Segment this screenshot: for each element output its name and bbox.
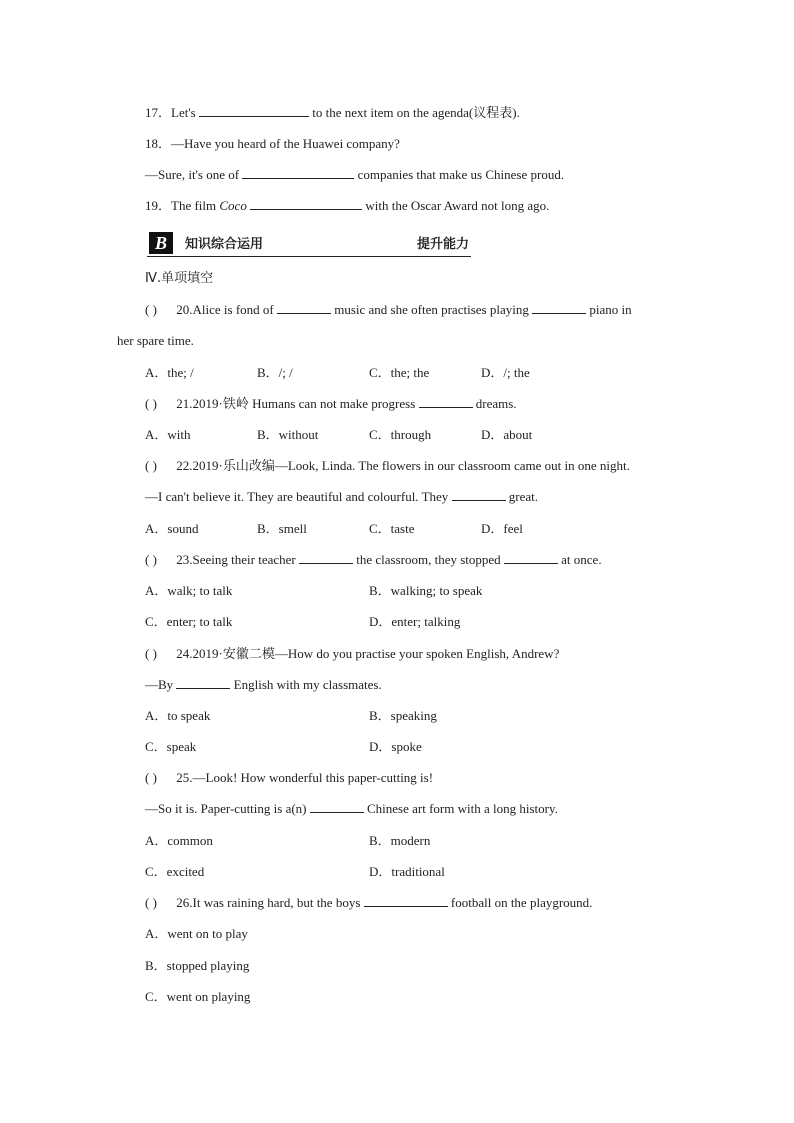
option-a: A．the; /	[145, 365, 194, 380]
option-c: C．taste	[369, 521, 415, 536]
answer-blank	[242, 166, 354, 179]
question-25-answer-line: —So it is. Paper-cutting is a(n) Chinese art form with a long history.	[145, 801, 558, 816]
question-24-answer-line: —By English with my classmates.	[145, 677, 382, 692]
section-title: Ⅳ.单项填空	[145, 271, 214, 286]
option-d: D．about	[481, 427, 533, 442]
answer-blank	[199, 104, 309, 117]
question-21: ( ) 21.2019·铁岭 Humans can not make progress dreams.	[145, 396, 517, 411]
question-22-answer-line: —I can't believe it. They are beautiful and colourful. They great.	[145, 489, 539, 504]
option-c: C．through	[369, 427, 432, 442]
answer-blank	[299, 551, 353, 564]
option-b: B．smell	[257, 521, 307, 536]
answer-blank	[452, 488, 506, 501]
question-25: ( ) 25.—Look! How wonderful this paper-cutting is!	[145, 770, 434, 785]
option-d: D．enter; talking	[369, 614, 461, 629]
banner-subtitle: 提升能力	[417, 237, 470, 252]
section-badge: B	[149, 232, 173, 254]
answer-blank	[310, 800, 364, 813]
option-d: D．spoke	[369, 739, 422, 754]
option-a: A．to speak	[145, 708, 211, 723]
option-a: A．walk; to talk	[145, 583, 233, 598]
question-18: 18．—Have you heard of the Huawei company?	[145, 136, 400, 151]
option-c: C．enter; to talk	[145, 614, 233, 629]
option-b: B．without	[257, 427, 319, 442]
question-20-continued: her spare time.	[117, 333, 194, 348]
option-b: B．stopped playing	[145, 958, 250, 973]
option-c: C．speak	[145, 739, 197, 754]
option-a: A．went on to play	[145, 926, 248, 941]
question-18-answer-line: —Sure, it's one of companies that make us Chinese proud.	[145, 167, 565, 182]
option-b: B．walking; to speak	[369, 583, 483, 598]
answer-blank	[176, 676, 230, 689]
answer-blank	[504, 551, 558, 564]
section-banner	[147, 230, 471, 257]
answer-blank	[364, 894, 448, 907]
option-d: D．feel	[481, 521, 523, 536]
question-19: 19．The film Coco with the Oscar Award not long ago.	[145, 198, 550, 213]
answer-blank	[419, 395, 473, 408]
answer-blank	[277, 301, 331, 314]
question-23: ( ) 23.Seeing their teacher the classroom, they stopped at once.	[145, 552, 602, 567]
option-a: A．sound	[145, 521, 199, 536]
option-b: B．modern	[369, 833, 431, 848]
option-d: D．traditional	[369, 864, 445, 879]
option-b: B．/; /	[257, 365, 293, 380]
option-c: C．excited	[145, 864, 205, 879]
question-20: ( ) 20.Alice is fond of music and she often practises playing piano in	[145, 302, 632, 317]
option-c: C．the; the	[369, 365, 430, 380]
question-24: ( ) 24.2019·安徽二模—How do you practise your spoken English, Andrew?	[145, 646, 560, 661]
question-26: ( ) 26.It was raining hard, but the boys football on the playground.	[145, 895, 593, 910]
option-b: B．speaking	[369, 708, 437, 723]
option-a: A．with	[145, 427, 191, 442]
question-17: 17．Let's to the next item on the agenda(议程表).	[145, 105, 520, 120]
option-d: D．/; the	[481, 365, 530, 380]
answer-blank	[532, 301, 586, 314]
option-a: A．common	[145, 833, 213, 848]
question-22: ( ) 22.2019·乐山改编—Look, Linda. The flowers in our classroom came out in one night.	[145, 458, 630, 473]
banner-title: 知识综合运用	[185, 237, 264, 252]
answer-blank	[250, 197, 362, 210]
option-c: C．went on playing	[145, 989, 251, 1004]
